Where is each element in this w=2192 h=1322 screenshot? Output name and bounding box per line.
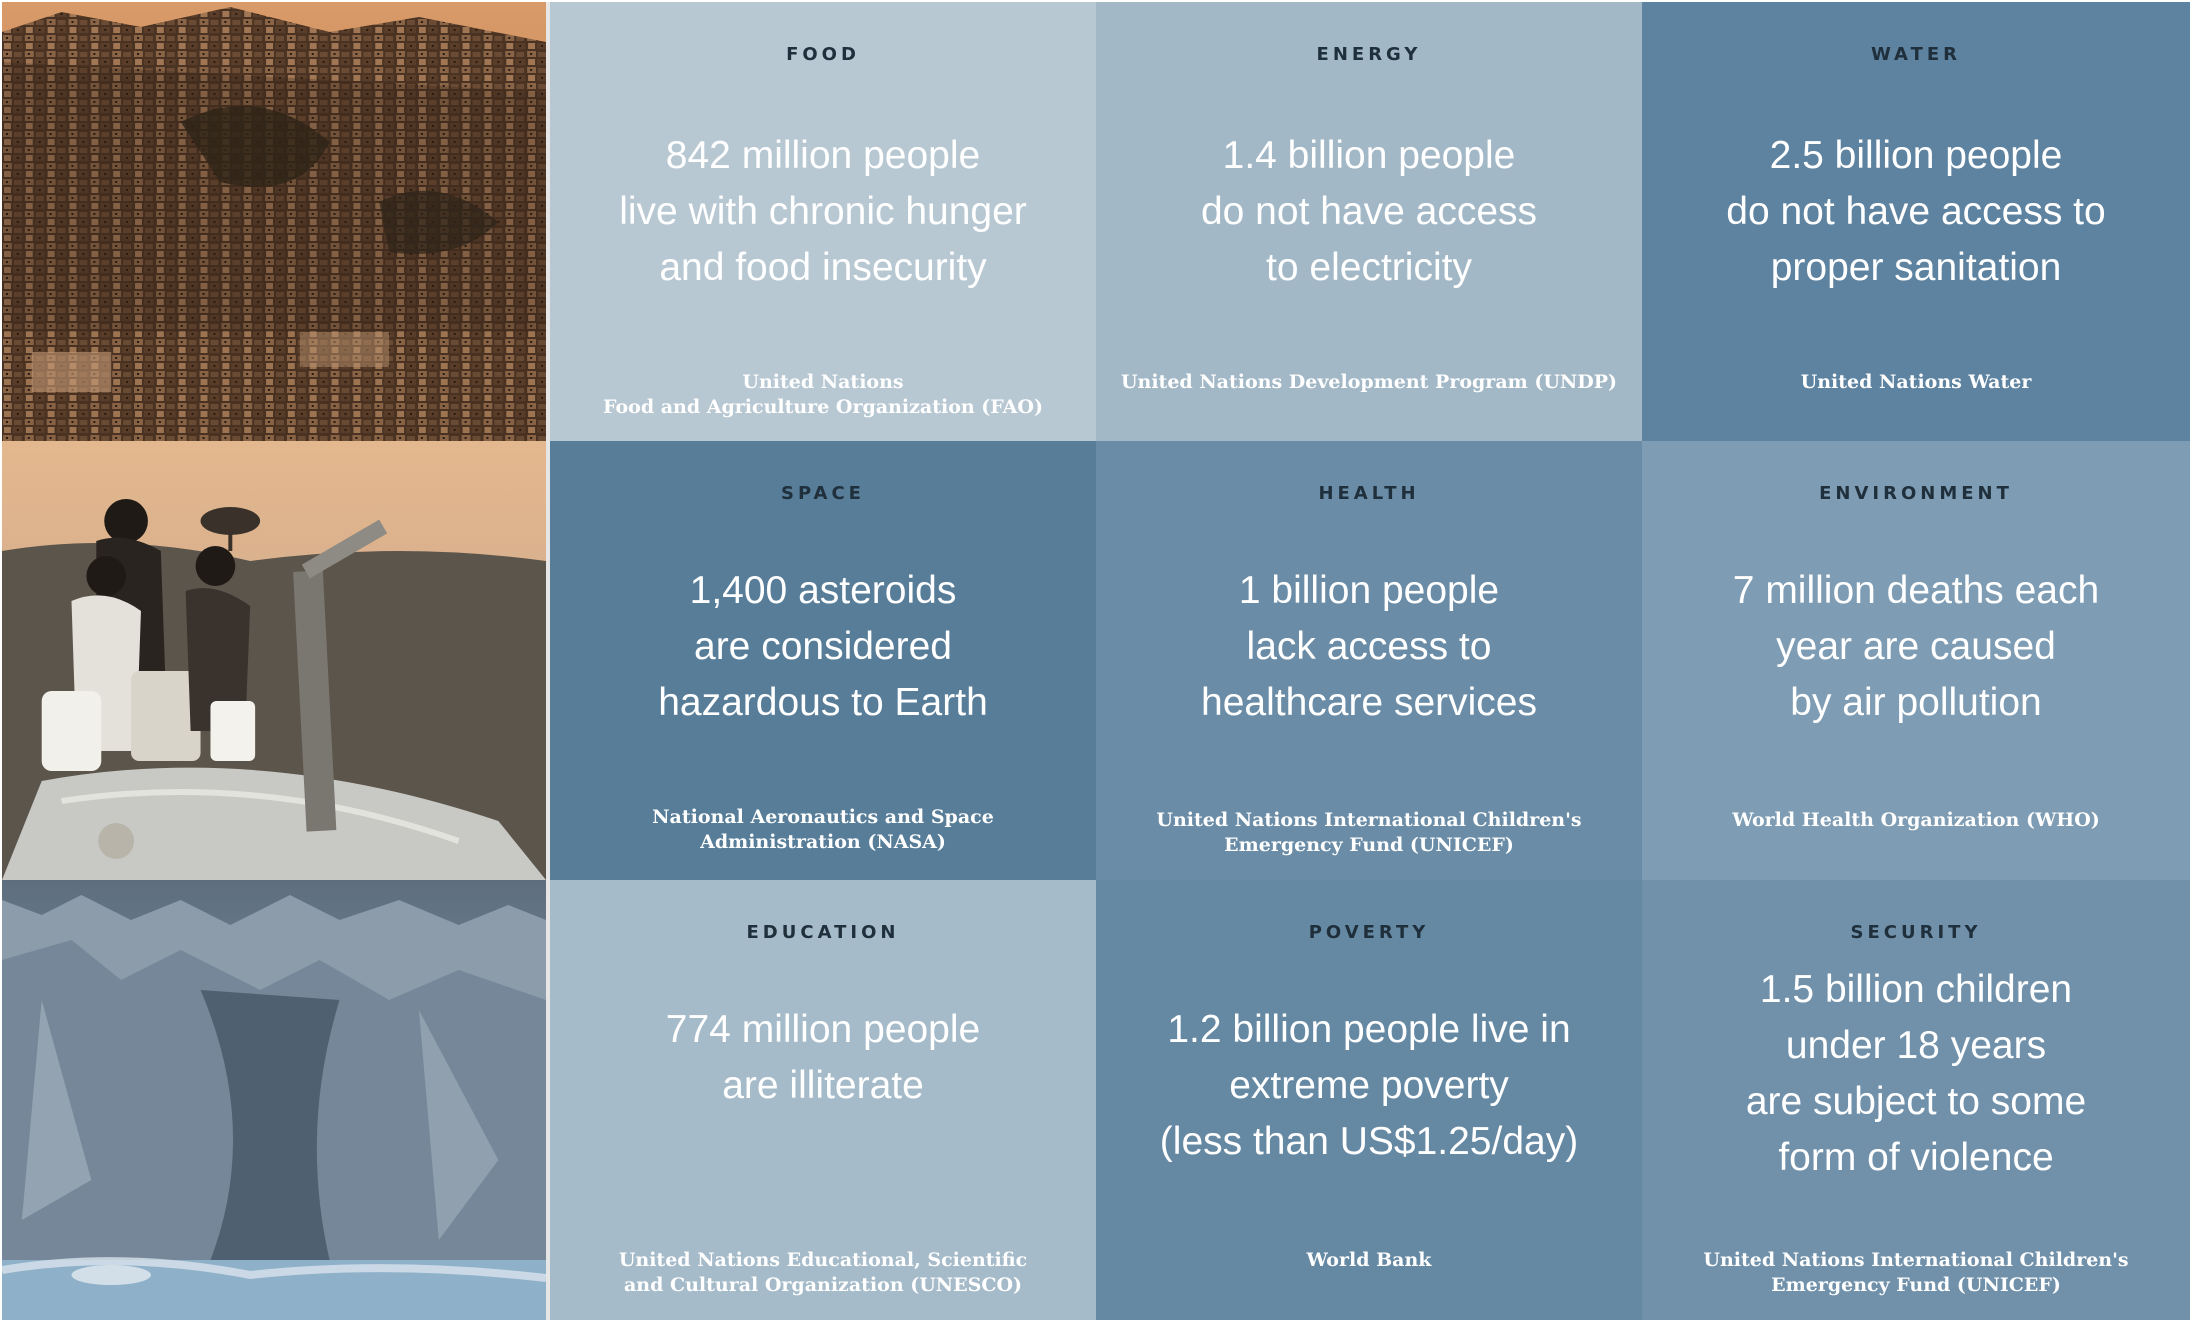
hillside-slum-image [2, 2, 546, 441]
card-category: EDUCATION [746, 922, 900, 943]
card-category: FOOD [786, 44, 860, 65]
card-source: United Nations Food and Agriculture Organization (FAO) [603, 371, 1043, 418]
card-source: United Nations Educational, Scientific and Cultural Organization (UNESCO) [618, 1249, 1028, 1296]
card-security [1642, 880, 2190, 1320]
children-water-pump-photo [2, 441, 550, 880]
card-source: United Nations International Children's Emergency Fund (UNICEF) [1703, 1249, 2129, 1296]
hillside-slum-photo [2, 2, 550, 441]
card-statistic: 1,400 asteroids are considered hazardous to Earth [658, 569, 988, 724]
glacier-photo [2, 880, 550, 1320]
children-water-pump-image [2, 441, 546, 880]
card-category: ENERGY [1316, 44, 1422, 65]
card-food [550, 2, 1096, 441]
glacier-image [2, 880, 546, 1320]
card-health [1096, 441, 1642, 880]
card-category: ENVIRONMENT [1819, 483, 2013, 504]
card-statistic: 2.5 billion people do not have access to proper sanitation [1726, 134, 2106, 289]
card-energy [1096, 2, 1642, 441]
card-category: SPACE [781, 483, 865, 504]
card-statistic: 774 million people are illiterate [665, 1008, 981, 1107]
card-category: POVERTY [1308, 922, 1430, 943]
card-category: WATER [1870, 44, 1961, 65]
card-category: HEALTH [1318, 483, 1420, 504]
card-statistic: 1.4 billion people do not have access to electricity [1200, 134, 1538, 289]
card-statistic: 1.5 billion children under 18 years are subject to some form of violence [1745, 968, 2087, 1179]
card-poverty [1096, 880, 1642, 1320]
card-source: United Nations Water [1800, 371, 2032, 393]
card-source: World Bank [1306, 1249, 1432, 1271]
card-source: National Aeronautics and Space Administration (NASA) [652, 806, 994, 853]
challenges-grid [2, 2, 2190, 1320]
card-water [1642, 2, 2190, 441]
card-source: United Nations International Children's Emergency Fund (UNICEF) [1156, 809, 1582, 856]
card-education [550, 880, 1096, 1320]
card-statistic: 7 million deaths each year are caused by air pollution [1732, 569, 2100, 724]
card-statistic: 842 million people live with chronic hunger and food insecurity [619, 134, 1027, 289]
card-category: SECURITY [1850, 922, 1982, 943]
card-space [550, 441, 1096, 880]
card-statistic: 1 billion people lack access to healthcare services [1201, 569, 1537, 724]
card-statistic: 1.2 billion people live in extreme poverty (less than US$1.25/day) [1159, 1008, 1579, 1163]
card-environment [1642, 441, 2190, 880]
card-source: United Nations Development Program (UNDP) [1120, 371, 1618, 393]
card-source: World Health Organization (WHO) [1732, 809, 2100, 831]
